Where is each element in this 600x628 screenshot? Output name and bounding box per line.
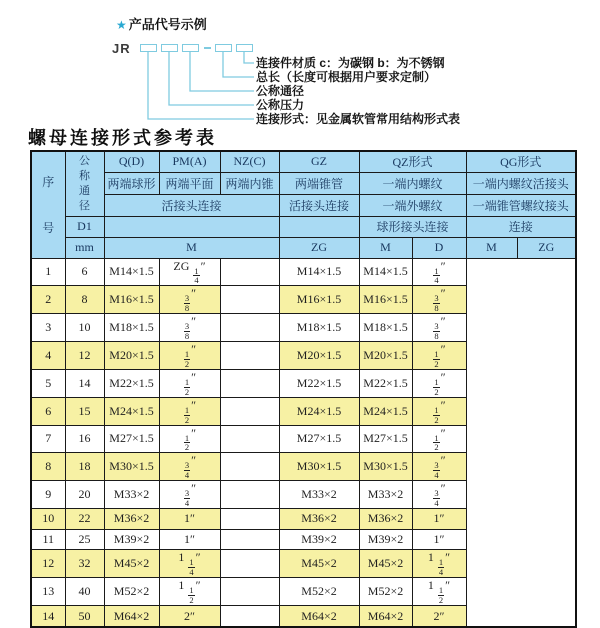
cell-m: M45×2 <box>104 550 159 578</box>
cell-qz-d: M36×2 <box>279 509 359 530</box>
cell-qz-d: M24×1.5 <box>279 397 359 425</box>
cell-gz: 2″ <box>159 606 220 627</box>
cell-qg-zg: $\frac{3}{4}$ ″ <box>412 453 466 481</box>
cell-qz-d: M30×1.5 <box>279 453 359 481</box>
header-qz-join: 球形接头连接 <box>359 216 466 237</box>
table-row <box>31 550 576 578</box>
cell-qg-zg: $\frac{3}{8}$ ″ <box>412 314 466 342</box>
cell-m: M33×2 <box>104 481 159 509</box>
cell-qg-m: M24×1.5 <box>359 397 412 425</box>
cell-m: M64×2 <box>104 606 159 627</box>
cell-qz-d: M64×2 <box>279 606 359 627</box>
cell-dn: 20 <box>65 481 104 509</box>
cell-qz-d: M52×2 <box>279 578 359 606</box>
header-dn: 公称通径 <box>65 151 104 216</box>
cell-qz-m <box>220 369 279 397</box>
cell-dn: 32 <box>65 550 104 578</box>
code-row <box>112 41 257 55</box>
cell-qg-zg: $\frac{1}{2}$ ″ <box>412 342 466 370</box>
cell-gz: 1″ <box>159 529 220 550</box>
diagram-label-material: 连接件材质 c：为碳钢 b：为不锈钢 <box>256 56 445 70</box>
diagram-label-pressure: 公称压力 <box>256 98 305 112</box>
table-row <box>31 425 576 453</box>
cell-gz: 1 $\frac{1}{2}$ ″ <box>159 578 220 606</box>
cell-gz: ZG $\frac{1}{4}$ ″ <box>159 258 220 286</box>
cell-dn: 40 <box>65 578 104 606</box>
header-qg-zg: ZG <box>517 237 576 258</box>
header-qg-join: 连接 <box>466 216 576 237</box>
cell-seq: 10 <box>31 509 65 530</box>
header-qz-m: M <box>359 237 412 258</box>
cell-seq: 7 <box>31 425 65 453</box>
cell-qg-zg: 1″ <box>412 509 466 530</box>
cell-m: M36×2 <box>104 509 159 530</box>
cell-seq: 1 <box>31 258 65 286</box>
table-row <box>31 481 576 509</box>
cell-qg-zg: 2″ <box>412 606 466 627</box>
code-dash-icon <box>204 47 211 49</box>
cell-seq: 14 <box>31 606 65 627</box>
code-box <box>236 44 253 52</box>
cell-seq: 6 <box>31 397 65 425</box>
cell-qg-m: M30×1.5 <box>359 453 412 481</box>
header-gz: GZ <box>279 151 359 172</box>
cell-dn: 25 <box>65 529 104 550</box>
diagram-title-text: 产品代号示例 <box>128 17 207 32</box>
code-box <box>215 44 232 52</box>
cell-qg-m: M33×2 <box>359 481 412 509</box>
header-qg-m: M <box>466 237 517 258</box>
table-body <box>31 258 576 627</box>
star-icon: ★ <box>116 18 127 32</box>
cell-qg-m: M22×1.5 <box>359 369 412 397</box>
header-qg-sub2: 一端锥管螺纹接头 <box>466 194 576 216</box>
cell-qz-m <box>220 425 279 453</box>
cell-qz-d: M33×2 <box>279 481 359 509</box>
table-row <box>31 578 576 606</box>
cell-qz-m <box>220 606 279 627</box>
header-qg: QG形式 <box>466 151 576 172</box>
cell-m: M22×1.5 <box>104 369 159 397</box>
cell-gz: $\frac{1}{2}$ ″ <box>159 397 220 425</box>
cell-dn: 6 <box>65 258 104 286</box>
cell-m: M52×2 <box>104 578 159 606</box>
header-qz-sub1: 一端内螺纹 <box>359 172 466 194</box>
cell-m: M18×1.5 <box>104 314 159 342</box>
cell-gz: $\frac{3}{8}$ ″ <box>159 314 220 342</box>
cell-qz-m <box>220 453 279 481</box>
cell-gz: $\frac{3}{4}$ ″ <box>159 453 220 481</box>
cell-qz-m <box>220 286 279 314</box>
cell-qz-m <box>220 550 279 578</box>
diagram-label-diameter: 公称通径 <box>256 84 305 98</box>
cell-qg-m: M45×2 <box>359 550 412 578</box>
code-prefix: JR <box>112 40 131 56</box>
cell-qg-m: M64×2 <box>359 606 412 627</box>
diagram-label-length: 总长（长度可根据用户要求定制） <box>256 70 437 84</box>
cell-dn: 14 <box>65 369 104 397</box>
cell-qz-d: M39×2 <box>279 529 359 550</box>
table-row <box>31 606 576 627</box>
cell-dn: 16 <box>65 425 104 453</box>
table-row <box>31 258 576 286</box>
cell-gz: $\frac{1}{2}$ ″ <box>159 342 220 370</box>
cell-seq: 9 <box>31 481 65 509</box>
cell-qz-d: M14×1.5 <box>279 258 359 286</box>
cell-seq: 11 <box>31 529 65 550</box>
cell-seq: 8 <box>31 453 65 481</box>
cell-qg-zg: 1″ <box>412 529 466 550</box>
cell-dn: 12 <box>65 342 104 370</box>
cell-qz-m <box>220 529 279 550</box>
cell-dn: 22 <box>65 509 104 530</box>
cell-m: M24×1.5 <box>104 397 159 425</box>
header-gz-sub: 两端锥管 <box>279 172 359 194</box>
cell-gz: $\frac{1}{2}$ ″ <box>159 425 220 453</box>
header-d1: D1 <box>65 216 104 237</box>
cell-m: M30×1.5 <box>104 453 159 481</box>
cell-qz-m <box>220 258 279 286</box>
table-row <box>31 529 576 550</box>
cell-qz-m <box>220 481 279 509</box>
cell-qg-m: M16×1.5 <box>359 286 412 314</box>
header-qz-sub2: 一端外螺纹 <box>359 194 466 216</box>
cell-qz-m <box>220 342 279 370</box>
cell-gz: $\frac{3}{4}$ ″ <box>159 481 220 509</box>
cell-qz-m <box>220 509 279 530</box>
header-qz-d: D <box>412 237 466 258</box>
header-gz-join: 活接头连接 <box>279 194 359 216</box>
cell-qg-m: M18×1.5 <box>359 314 412 342</box>
table-row <box>31 453 576 481</box>
cell-qg-zg: $\frac{3}{8}$ ″ <box>412 286 466 314</box>
table-header <box>31 151 576 258</box>
header-empty <box>104 216 279 237</box>
header-union-joint: 活接头连接 <box>104 194 279 216</box>
cell-qz-m <box>220 397 279 425</box>
nut-connection-table <box>30 150 577 628</box>
header-qz: QZ形式 <box>359 151 466 172</box>
table-row <box>31 286 576 314</box>
header-m: M <box>104 237 279 258</box>
header-nz-sub: 两端内锥 <box>220 172 279 194</box>
cell-dn: 10 <box>65 314 104 342</box>
cell-qg-m: M20×1.5 <box>359 342 412 370</box>
table-row <box>31 509 576 530</box>
cell-qz-m <box>220 314 279 342</box>
cell-dn: 18 <box>65 453 104 481</box>
cell-m: M27×1.5 <box>104 425 159 453</box>
cell-dn: 50 <box>65 606 104 627</box>
cell-qz-d: M45×2 <box>279 550 359 578</box>
cell-qg-zg: $\frac{3}{4}$ ″ <box>412 481 466 509</box>
cell-qz-d: M16×1.5 <box>279 286 359 314</box>
code-box <box>182 44 199 52</box>
header-q-sub: 两端球形 <box>104 172 159 194</box>
table-row <box>31 369 576 397</box>
cell-gz: 1″ <box>159 509 220 530</box>
cell-m: M14×1.5 <box>104 258 159 286</box>
cell-dn: 8 <box>65 286 104 314</box>
code-box <box>140 44 157 52</box>
header-nz: NZ(C) <box>220 151 279 172</box>
cell-qg-zg: $\frac{1}{4}$ ″ <box>412 258 466 286</box>
cell-seq: 13 <box>31 578 65 606</box>
header-pm-sub: 两端平面 <box>159 172 220 194</box>
cell-seq: 3 <box>31 314 65 342</box>
cell-qz-m <box>220 578 279 606</box>
cell-seq: 12 <box>31 550 65 578</box>
cell-m: M16×1.5 <box>104 286 159 314</box>
cell-gz: 1 $\frac{1}{4}$ ″ <box>159 550 220 578</box>
cell-seq: 2 <box>31 286 65 314</box>
header-mm: mm <box>65 237 104 258</box>
cell-gz: $\frac{3}{8}$ ″ <box>159 286 220 314</box>
page-title: 螺母连接形式参考表 <box>28 128 217 149</box>
cell-gz: $\frac{1}{2}$ ″ <box>159 369 220 397</box>
header-qg-sub1: 一端内螺纹活接头 <box>466 172 576 194</box>
header-pm: PM(A) <box>159 151 220 172</box>
code-box <box>161 44 178 52</box>
cell-qg-m: M27×1.5 <box>359 425 412 453</box>
cell-qz-d: M22×1.5 <box>279 369 359 397</box>
header-zg: ZG <box>279 237 359 258</box>
header-q: Q(D) <box>104 151 159 172</box>
table-row <box>31 342 576 370</box>
cell-qg-zg: $\frac{1}{2}$ ″ <box>412 425 466 453</box>
cell-qg-zg: $\frac{1}{2}$ ″ <box>412 369 466 397</box>
table-row <box>31 397 576 425</box>
header-seq: 序号 <box>31 151 65 258</box>
cell-qg-m: M14×1.5 <box>359 258 412 286</box>
cell-qg-zg: 1 $\frac{1}{4}$ ″ <box>412 550 466 578</box>
cell-qg-zg: $\frac{1}{2}$ ″ <box>412 397 466 425</box>
header-empty <box>279 216 359 237</box>
diagram-label-connection: 连接形式：见金属软管常用结构形式表 <box>256 112 461 126</box>
cell-m: M39×2 <box>104 529 159 550</box>
cell-qz-d: M18×1.5 <box>279 314 359 342</box>
table-row <box>31 314 576 342</box>
product-code-diagram <box>0 0 600 128</box>
cell-dn: 15 <box>65 397 104 425</box>
cell-qg-zg: 1 $\frac{1}{2}$ ″ <box>412 578 466 606</box>
cell-m: M20×1.5 <box>104 342 159 370</box>
cell-seq: 4 <box>31 342 65 370</box>
cell-qg-m: M39×2 <box>359 529 412 550</box>
cell-qg-m: M36×2 <box>359 509 412 530</box>
cell-qg-m: M52×2 <box>359 578 412 606</box>
cell-qz-d: M20×1.5 <box>279 342 359 370</box>
cell-seq: 5 <box>31 369 65 397</box>
diagram-title <box>116 14 207 33</box>
cell-qz-d: M27×1.5 <box>279 425 359 453</box>
